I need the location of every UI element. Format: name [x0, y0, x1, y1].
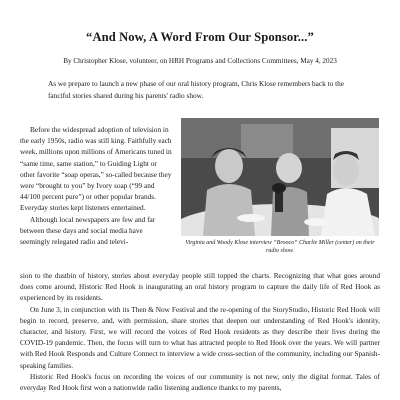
- photo-caption: Virginia and Woody Klose interview “Brooco” Charlie Miller (center) on their radio show.: [185, 240, 375, 254]
- full-width-body: [20, 270, 380, 393]
- body-paragraph: Before the widespread adoption of television in the early 1950s, radio was still king. Faithfully each week, millions upon millions of Americans tuned in “same time, same station,” to Guiding Light or other favorite “soap operas,” so-called because they were “brought to you” by Ivory soap (“99 and 44/100 percent pure”) or other popular brands. Everyday stories kept listeners entertained.: [20, 125, 172, 213]
- body-paragraph: Historic Red Hook's focus on recording the voices of our community is not new, only the digital format. Tales of everyday Red Hook first won a nationwide radio listening audience thanks to my parents,: [20, 371, 380, 393]
- left-column: [20, 124, 173, 247]
- body-paragraph: Although local newspapers are few and far between these days and social media have seemingly relegated radio and televi-: [20, 214, 156, 247]
- article-byline: By Christopher Klose, volunteer, on HRH Programs and Collections Committees, May 4, 2023: [63, 57, 337, 65]
- body-paragraph: On June 3, in conjunction with its Then & Now Festival and the re-opening of the StoryStudio, Historic Red Hook will begin to record, preserve, and, with permission, share stories that deepen our understanding of Red Hook's identity, character, and history. First, we will record the voices of Red Hook residents as they describe their lives during the COVID-19 pandemic. Then, the focus will turn to what has attracted people to Red Hook over the years. We will partner with Red Hook Responds and Culture Connect to interview a wide cross-section of the community, including our Spanish-speaking families.: [20, 304, 380, 370]
- body-paragraph: sion to the dustbin of history, stories about everyday people still topped the charts. Recognizing that what goes around does come around, Historic Red Hook is inaugurating an oral history program to capture the daily life of Red Hook as experienced by its residents.: [20, 271, 380, 303]
- radio-show-photo: [181, 118, 379, 236]
- article-intro: As we prepare to launch a new phase of our oral history program, Chris Klose remembers back to the fanciful stories shared during his parents' radio show.: [48, 79, 345, 100]
- article-title: “And Now, A Word From Our Sponsor...”: [86, 30, 314, 44]
